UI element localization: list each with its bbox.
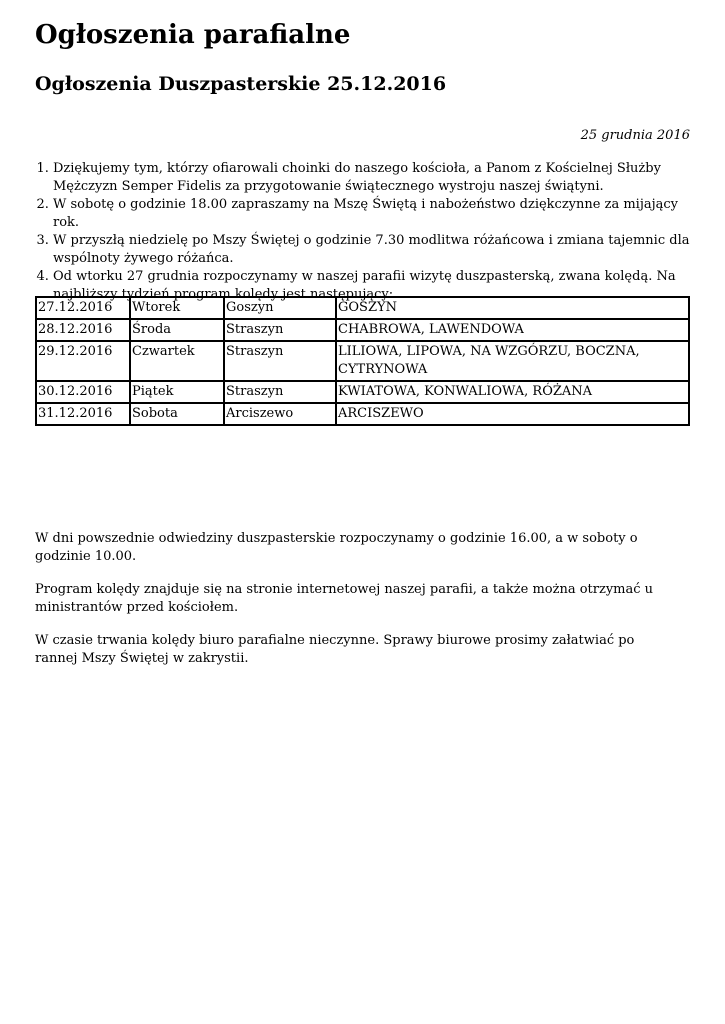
- schedule-locality-cell: Straszyn: [224, 381, 336, 403]
- announcement-item: 2. W sobotę o godzinie 18.00 zapraszamy na Mszę Świętą i nabożeństwo dziękczynne za mijający rok.: [53, 196, 690, 232]
- office-closed-paragraph: W czasie trwania kolędy biuro parafialne nieczynne. Sprawy biurowe prosimy załatwiać po rannej Mszy Świętej w zakrystii.: [35, 633, 635, 666]
- schedule-streets-cell: ARCISZEWO: [336, 403, 689, 425]
- visit-schedule-table: [35, 296, 690, 426]
- schedule-locality-cell: Straszyn: [224, 319, 336, 341]
- announcement-date: 25 grudnia 2016: [580, 128, 690, 143]
- table-row: [36, 403, 689, 425]
- schedule-streets-cell: CHABROWA, LAWENDOWA: [336, 319, 689, 341]
- schedule-day-cell: Środa: [130, 319, 224, 341]
- schedule-day-cell: Wtorek: [130, 297, 224, 319]
- table-row: [36, 341, 689, 381]
- announcement-item: 4. Od wtorku 27 grudnia rozpoczynamy w naszej parafii wizytę duszpasterską, zwana kolędą. Na najbliższy tydzień program kolędy jest następujący:: [53, 268, 690, 304]
- schedule-streets-cell: LILIOWA, LIPOWA, NA WZGÓRZU, BOCZNA, CYTRYNOWA: [336, 341, 689, 381]
- visit-hours-paragraph: W dni powszednie odwiedziny duszpasterskie rozpoczynamy o godzinie 16.00, a w soboty o godzinie 10.00.: [35, 531, 638, 564]
- table-row: [36, 319, 689, 341]
- schedule-date-cell: 29.12.2016: [36, 341, 130, 381]
- announcement-subtitle: Ogłoszenia Duszpasterskie 25.12.2016: [35, 73, 447, 95]
- announcement-item: 1. Dziękujemy tym, którzy ofiarowali choinki do naszego kościoła, a Panom z Kościelnej Służby Mężczyzn Semper Fidelis za przygotowanie świątecznego wystroju naszej świątyni.: [53, 160, 690, 196]
- schedule-day-cell: Piątek: [130, 381, 224, 403]
- announcement-item: 3. W przyszłą niedzielę po Mszy Świętej o godzinie 7.30 modlitwa różańcowa i zmiana tajemnic dla wspólnoty żywego różańca.: [53, 232, 690, 268]
- schedule-day-cell: Czwartek: [130, 341, 224, 381]
- schedule-date-cell: 30.12.2016: [36, 381, 130, 403]
- program-info-paragraph: Program kolędy znajduje się na stronie internetowej naszej parafii, a także można otrzymać u ministrantów przed kościołem.: [35, 582, 654, 615]
- table-row: [36, 381, 689, 403]
- schedule-locality-cell: Straszyn: [224, 341, 336, 381]
- schedule-locality-cell: Goszyn: [224, 297, 336, 319]
- page-title: Ogłoszenia parafialne: [35, 20, 351, 50]
- table-row: [36, 297, 689, 319]
- schedule-date-cell: 31.12.2016: [36, 403, 130, 425]
- schedule-date-cell: 28.12.2016: [36, 319, 130, 341]
- announcement-list: [35, 160, 690, 304]
- schedule-locality-cell: Arciszewo: [224, 403, 336, 425]
- schedule-streets-cell: GOSZYN: [336, 297, 689, 319]
- schedule-day-cell: Sobota: [130, 403, 224, 425]
- schedule-date-cell: 27.12.2016: [36, 297, 130, 319]
- schedule-streets-cell: KWIATOWA, KONWALIOWA, RÓŻANA: [336, 381, 689, 403]
